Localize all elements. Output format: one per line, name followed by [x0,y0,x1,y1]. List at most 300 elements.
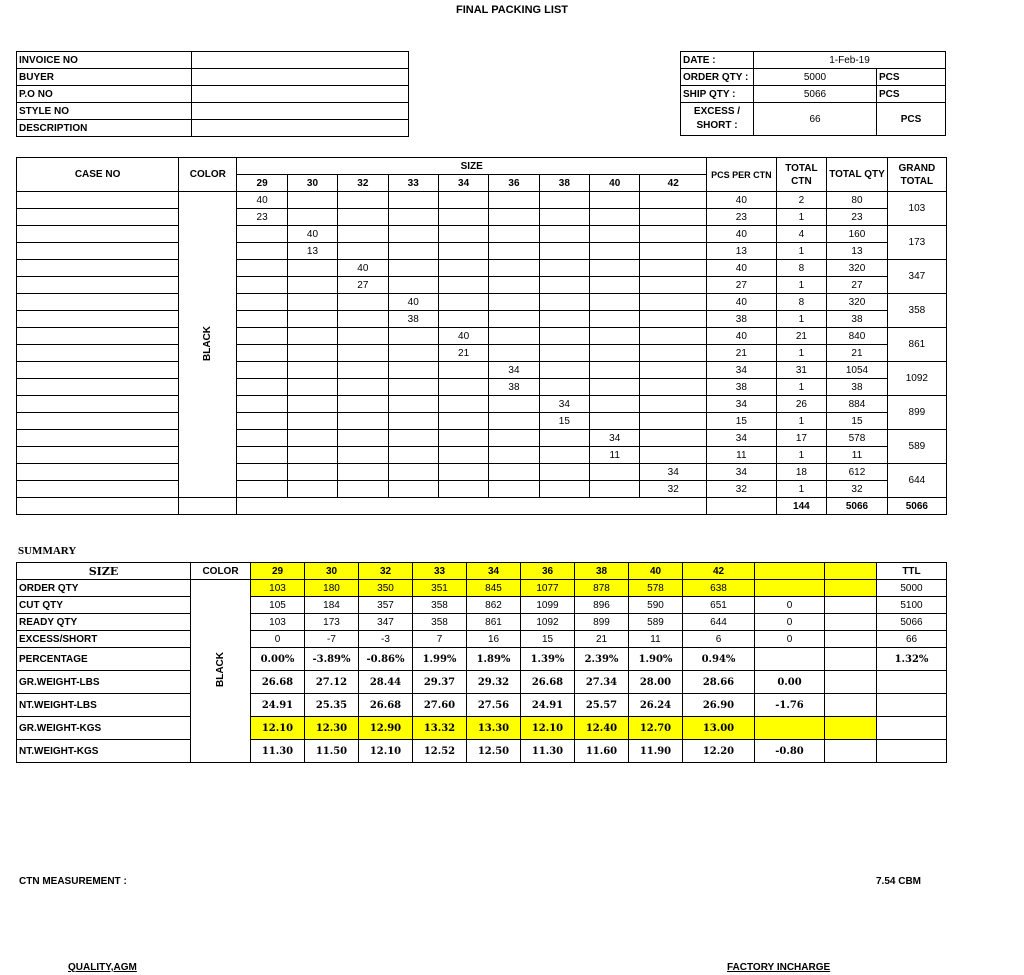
size-qty-cell: 40 [287,226,337,243]
grand-total-cell: 644 [887,464,946,498]
total-qty-cell: 320 [827,294,888,311]
pcs-per-ctn-cell: 11 [707,447,777,464]
size-qty-cell: 32 [640,481,707,498]
summary-ttl-cell [877,671,947,694]
size-qty-cell [388,243,438,260]
summary-blank-cell [825,614,877,631]
size-qty-cell [640,243,707,260]
summary-ttl-cell: 5000 [877,580,947,597]
case-no-header: CASE NO [17,158,179,192]
page-title: FINAL PACKING LIST [455,4,569,16]
size-qty-cell: 34 [640,464,707,481]
size-qty-cell [640,447,707,464]
summary-value-cell: 12.30 [305,717,359,740]
size-qty-cell [590,396,640,413]
size-qty-cell [438,413,488,430]
grand-total-cell: 103 [887,192,946,226]
total-ctn-cell: 1 [776,209,827,226]
footer-grand-total: 5066 [887,498,946,515]
size-qty-cell [590,362,640,379]
summary-value-cell: 12.40 [575,717,629,740]
summary-value-cell: 1.99% [413,648,467,671]
total-qty-cell: 1054 [827,362,888,379]
size-qty-cell [388,413,438,430]
summary-extra-cell [755,717,825,740]
total-ctn-cell: 31 [776,362,827,379]
packing-row [17,413,947,430]
summary-row-label: CUT QTY [17,597,191,614]
total-ctn-cell: 21 [776,328,827,345]
total-ctn-cell: 1 [776,345,827,362]
summary-row [17,648,947,671]
case-no-cell[interactable] [17,413,179,430]
size-qty-cell [287,481,337,498]
total-ctn-cell: 1 [776,413,827,430]
summary-value-cell: -3 [359,631,413,648]
size-col-33: 33 [388,175,438,192]
date-value: 1-Feb-19 [754,52,946,69]
summary-value-cell: 589 [629,614,683,631]
total-ctn-cell: 8 [776,260,827,277]
summary-value-cell: 21 [575,631,629,648]
packing-row [17,260,947,277]
size-qty-cell [640,311,707,328]
size-qty-cell [287,430,337,447]
summary-extra-cell [755,580,825,597]
size-qty-cell [237,277,287,294]
size-qty-cell [489,243,539,260]
size-qty-cell [539,294,589,311]
summary-ttl-cell: 1.32% [877,648,947,671]
total-ctn-cell: 1 [776,379,827,396]
summary-blank-cell [825,580,877,597]
total-qty-cell: 21 [827,345,888,362]
summary-value-cell: 13.32 [413,717,467,740]
size-qty-cell [640,192,707,209]
color-header: COLOR [179,158,237,192]
summary-row [17,631,947,648]
summary-value-cell: 15 [521,631,575,648]
size-qty-cell [338,345,388,362]
size-qty-cell [388,277,438,294]
color-value: BLACK [202,325,214,361]
summary-blank-cell [825,740,877,763]
case-no-cell[interactable] [17,447,179,464]
summary-value-cell: 184 [305,597,359,614]
summary-row-label: GR.WEIGHT-KGS [17,717,191,740]
summary-value-cell: 0 [251,631,305,648]
size-qty-cell: 40 [438,328,488,345]
case-no-cell[interactable] [17,277,179,294]
size-qty-cell [388,379,438,396]
case-no-cell[interactable] [17,294,179,311]
size-qty-cell [338,328,388,345]
case-no-cell[interactable] [17,396,179,413]
size-qty-cell [287,413,337,430]
total-ctn-header: TOTAL CTN [776,158,827,192]
summary-value-cell: 26.68 [359,694,413,717]
summary-value-cell: -3.89% [305,648,359,671]
pcs-per-ctn-cell: 32 [707,481,777,498]
size-qty-cell [388,226,438,243]
size-qty-cell [539,226,589,243]
size-qty-cell [590,464,640,481]
description-value[interactable] [192,120,409,137]
size-qty-cell [338,209,388,226]
summary-value-cell: 12.10 [251,717,305,740]
totals-row [17,498,947,515]
size-col-34: 34 [438,175,488,192]
summary-extra-cell: 0 [755,631,825,648]
size-qty-cell [489,328,539,345]
size-qty-cell [338,379,388,396]
summary-size-header: SIZE [17,563,191,580]
summary-value-cell: 590 [629,597,683,614]
summary-value-cell: 28.66 [683,671,755,694]
description-label: DESCRIPTION [17,120,192,137]
size-qty-cell [539,430,589,447]
summary-size-42: 42 [683,563,755,580]
buyer-value[interactable] [192,69,409,86]
style-no-value[interactable] [192,103,409,120]
summary-row-label: ORDER QTY [17,580,191,597]
size-qty-cell: 34 [539,396,589,413]
case-no-cell[interactable] [17,209,179,226]
summary-value-cell: 0.94% [683,648,755,671]
size-qty-cell [539,379,589,396]
size-qty-cell [237,413,287,430]
invoice-no-label: INVOICE NO [17,52,192,69]
total-ctn-cell: 8 [776,294,827,311]
size-col-38: 38 [539,175,589,192]
size-qty-cell [287,260,337,277]
case-no-cell[interactable] [17,498,179,515]
summary-table [16,562,947,763]
size-col-36: 36 [489,175,539,192]
summary-value-cell: 173 [305,614,359,631]
size-qty-cell [640,277,707,294]
factory-incharge-signature: FACTORY INCHARGE [727,962,831,973]
summary-value-cell: 578 [629,580,683,597]
size-qty-cell [438,447,488,464]
size-qty-cell [237,379,287,396]
summary-blank-cell [825,648,877,671]
case-no-cell[interactable] [17,464,179,481]
size-qty-cell [590,260,640,277]
size-qty-cell [388,430,438,447]
case-no-cell[interactable] [17,481,179,498]
summary-value-cell: 26.68 [521,671,575,694]
summary-row-label: NT.WEIGHT-LBS [17,694,191,717]
size-qty-cell [539,328,589,345]
size-qty-cell [590,294,640,311]
summary-value-cell: -0.86% [359,648,413,671]
footer-total-ctn: 144 [776,498,827,515]
packing-row [17,447,947,464]
summary-value-cell: 899 [575,614,629,631]
total-qty-cell: 11 [827,447,888,464]
summary-value-cell: 13.30 [467,717,521,740]
case-no-cell[interactable] [17,345,179,362]
size-col-32: 32 [338,175,388,192]
size-qty-cell: 40 [237,192,287,209]
excess-value: 66 [754,103,877,136]
size-qty-cell [489,260,539,277]
size-qty-cell [388,481,438,498]
summary-row [17,717,947,740]
total-qty-cell: 160 [827,226,888,243]
summary-blank-cell [825,597,877,614]
summary-value-cell: 26.68 [251,671,305,694]
summary-value-cell: 845 [467,580,521,597]
footer-total-qty: 5066 [827,498,888,515]
summary-header-row [17,563,947,580]
summary-value-cell: 862 [467,597,521,614]
size-qty-cell [237,396,287,413]
size-qty-cell [237,260,287,277]
size-qty-cell [590,413,640,430]
summary-value-cell: 6 [683,631,755,648]
total-ctn-cell: 1 [776,243,827,260]
size-qty-cell [237,328,287,345]
size-qty-cell [338,192,388,209]
summary-row-label: PERCENTAGE [17,648,191,671]
total-ctn-cell: 18 [776,464,827,481]
size-qty-cell: 40 [338,260,388,277]
po-no-value[interactable] [192,86,409,103]
size-qty-cell: 40 [388,294,438,311]
summary-size-33: 33 [413,563,467,580]
size-col-30: 30 [287,175,337,192]
pcs-per-ctn-cell: 40 [707,260,777,277]
cbm-value: 7.54 CBM [876,876,922,887]
size-qty-cell [438,464,488,481]
pcs-per-ctn-cell: 21 [707,345,777,362]
summary-value-cell: 12.70 [629,717,683,740]
size-qty-cell [438,481,488,498]
summary-row [17,740,947,763]
invoice-info-table [16,51,409,137]
size-qty-cell: 13 [287,243,337,260]
order-qty-label: ORDER QTY : [681,69,754,86]
excess-label-line2: SHORT : [696,120,738,131]
size-qty-cell [590,226,640,243]
excess-label-line1: EXCESS / [693,106,741,117]
summary-value-cell: 11.30 [521,740,575,763]
size-qty-cell [590,192,640,209]
size-qty-cell [640,413,707,430]
summary-value-cell: 103 [251,580,305,597]
size-qty-cell [237,498,707,515]
size-qty-cell [590,345,640,362]
size-qty-cell [287,294,337,311]
summary-value-cell: 25.57 [575,694,629,717]
pcs-per-ctn-cell: 40 [707,328,777,345]
packing-row [17,277,947,294]
case-no-cell[interactable] [17,226,179,243]
size-col-42: 42 [640,175,707,192]
grand-total-cell: 1092 [887,362,946,396]
size-qty-cell [287,396,337,413]
size-qty-cell [338,464,388,481]
size-qty-cell [338,362,388,379]
summary-blank-cell [825,631,877,648]
size-qty-cell [338,294,388,311]
excess-label [681,103,754,136]
size-qty-cell [489,481,539,498]
size-qty-cell: 38 [489,379,539,396]
total-qty-cell: 13 [827,243,888,260]
size-qty-cell [237,294,287,311]
summary-ttl-cell [877,717,947,740]
pcs-per-ctn-cell: 38 [707,379,777,396]
grand-total-cell: 173 [887,226,946,260]
case-no-cell[interactable] [17,243,179,260]
size-qty-cell [640,328,707,345]
pcs-per-ctn-cell [707,498,777,515]
case-no-cell[interactable] [17,311,179,328]
summary-size-32: 32 [359,563,413,580]
order-qty-unit: PCS [877,69,946,86]
size-qty-cell [237,243,287,260]
summary-value-cell: 861 [467,614,521,631]
size-qty-cell [287,311,337,328]
case-no-cell[interactable] [17,328,179,345]
packing-row [17,192,947,209]
size-qty-cell [640,260,707,277]
summary-value-cell: 644 [683,614,755,631]
size-qty-cell [489,345,539,362]
po-no-label: P.O NO [17,86,192,103]
case-no-cell[interactable] [17,192,179,209]
size-qty-cell [539,243,589,260]
summary-value-cell: 12.52 [413,740,467,763]
total-qty-cell: 578 [827,430,888,447]
summary-extra-cell: 0 [755,597,825,614]
summary-ttl-cell: 5066 [877,614,947,631]
size-qty-cell [287,277,337,294]
case-no-cell[interactable] [17,379,179,396]
summary-value-cell: 11.50 [305,740,359,763]
size-qty-cell [237,311,287,328]
size-qty-cell [539,464,589,481]
summary-value-cell: 26.24 [629,694,683,717]
pcs-per-ctn-cell: 40 [707,192,777,209]
total-ctn-cell: 1 [776,311,827,328]
pcs-per-ctn-cell: 34 [707,464,777,481]
size-qty-cell [489,396,539,413]
summary-size-34: 34 [467,563,521,580]
total-qty-header: TOTAL QTY [827,158,888,192]
packing-row [17,328,947,345]
summary-value-cell: 350 [359,580,413,597]
pcs-per-ctn-cell: 27 [707,277,777,294]
size-qty-cell [338,226,388,243]
pcs-per-ctn-cell: 40 [707,226,777,243]
summary-blank-cell [825,671,877,694]
size-qty-cell [438,396,488,413]
size-qty-cell [438,362,488,379]
size-qty-cell [338,413,388,430]
summary-row [17,694,947,717]
total-qty-cell: 80 [827,192,888,209]
summary-ttl-header: TTL [877,563,947,580]
pcs-per-ctn-cell: 23 [707,209,777,226]
summary-color-header: COLOR [191,563,251,580]
total-ctn-cell: 26 [776,396,827,413]
case-no-cell[interactable] [17,362,179,379]
packing-row [17,481,947,498]
size-qty-cell [237,345,287,362]
total-qty-cell: 38 [827,311,888,328]
size-qty-cell: 11 [590,447,640,464]
summary-value-cell: 1.90% [629,648,683,671]
grand-total-cell: 358 [887,294,946,328]
size-qty-cell [388,464,438,481]
summary-value-cell: 28.44 [359,671,413,694]
size-qty-cell [489,277,539,294]
size-qty-cell [640,345,707,362]
size-qty-cell: 23 [237,209,287,226]
size-qty-cell [237,464,287,481]
summary-value-cell: -7 [305,631,359,648]
packing-row [17,243,947,260]
size-qty-cell [237,481,287,498]
summary-row-label: READY QTY [17,614,191,631]
size-qty-cell [287,379,337,396]
total-ctn-cell: 4 [776,226,827,243]
summary-blank-cell [825,694,877,717]
total-qty-cell: 15 [827,413,888,430]
size-qty-cell [539,311,589,328]
color-cell [179,498,237,515]
summary-ttl-cell: 66 [877,631,947,648]
pcs-per-ctn-header: PCS PER CTN [707,158,777,192]
size-qty-cell [438,260,488,277]
size-qty-cell [338,481,388,498]
summary-value-cell: 11 [629,631,683,648]
summary-size-29: 29 [251,563,305,580]
size-qty-cell [287,447,337,464]
summary-value-cell: 13.00 [683,717,755,740]
packing-row [17,226,947,243]
size-qty-cell [287,328,337,345]
total-qty-cell: 27 [827,277,888,294]
summary-value-cell: 11.60 [575,740,629,763]
excess-unit: PCS [877,103,946,136]
summary-size-38: 38 [575,563,629,580]
case-no-cell[interactable] [17,430,179,447]
case-no-cell[interactable] [17,260,179,277]
summary-color-cell [191,580,251,763]
summary-value-cell: 11.30 [251,740,305,763]
invoice-no-value[interactable] [192,52,409,69]
size-qty-cell [438,243,488,260]
size-qty-cell [539,447,589,464]
size-qty-cell [438,311,488,328]
ship-qty-value: 5066 [754,86,877,103]
size-qty-cell [539,192,589,209]
total-ctn-cell: 1 [776,447,827,464]
total-ctn-cell: 1 [776,481,827,498]
size-qty-cell [388,447,438,464]
quality-agm-signature: QUALITY,AGM [68,962,137,973]
summary-value-cell: 12.10 [359,740,413,763]
packing-row [17,362,947,379]
style-no-label: STYLE NO [17,103,192,120]
summary-value-cell: 896 [575,597,629,614]
size-qty-cell [539,260,589,277]
